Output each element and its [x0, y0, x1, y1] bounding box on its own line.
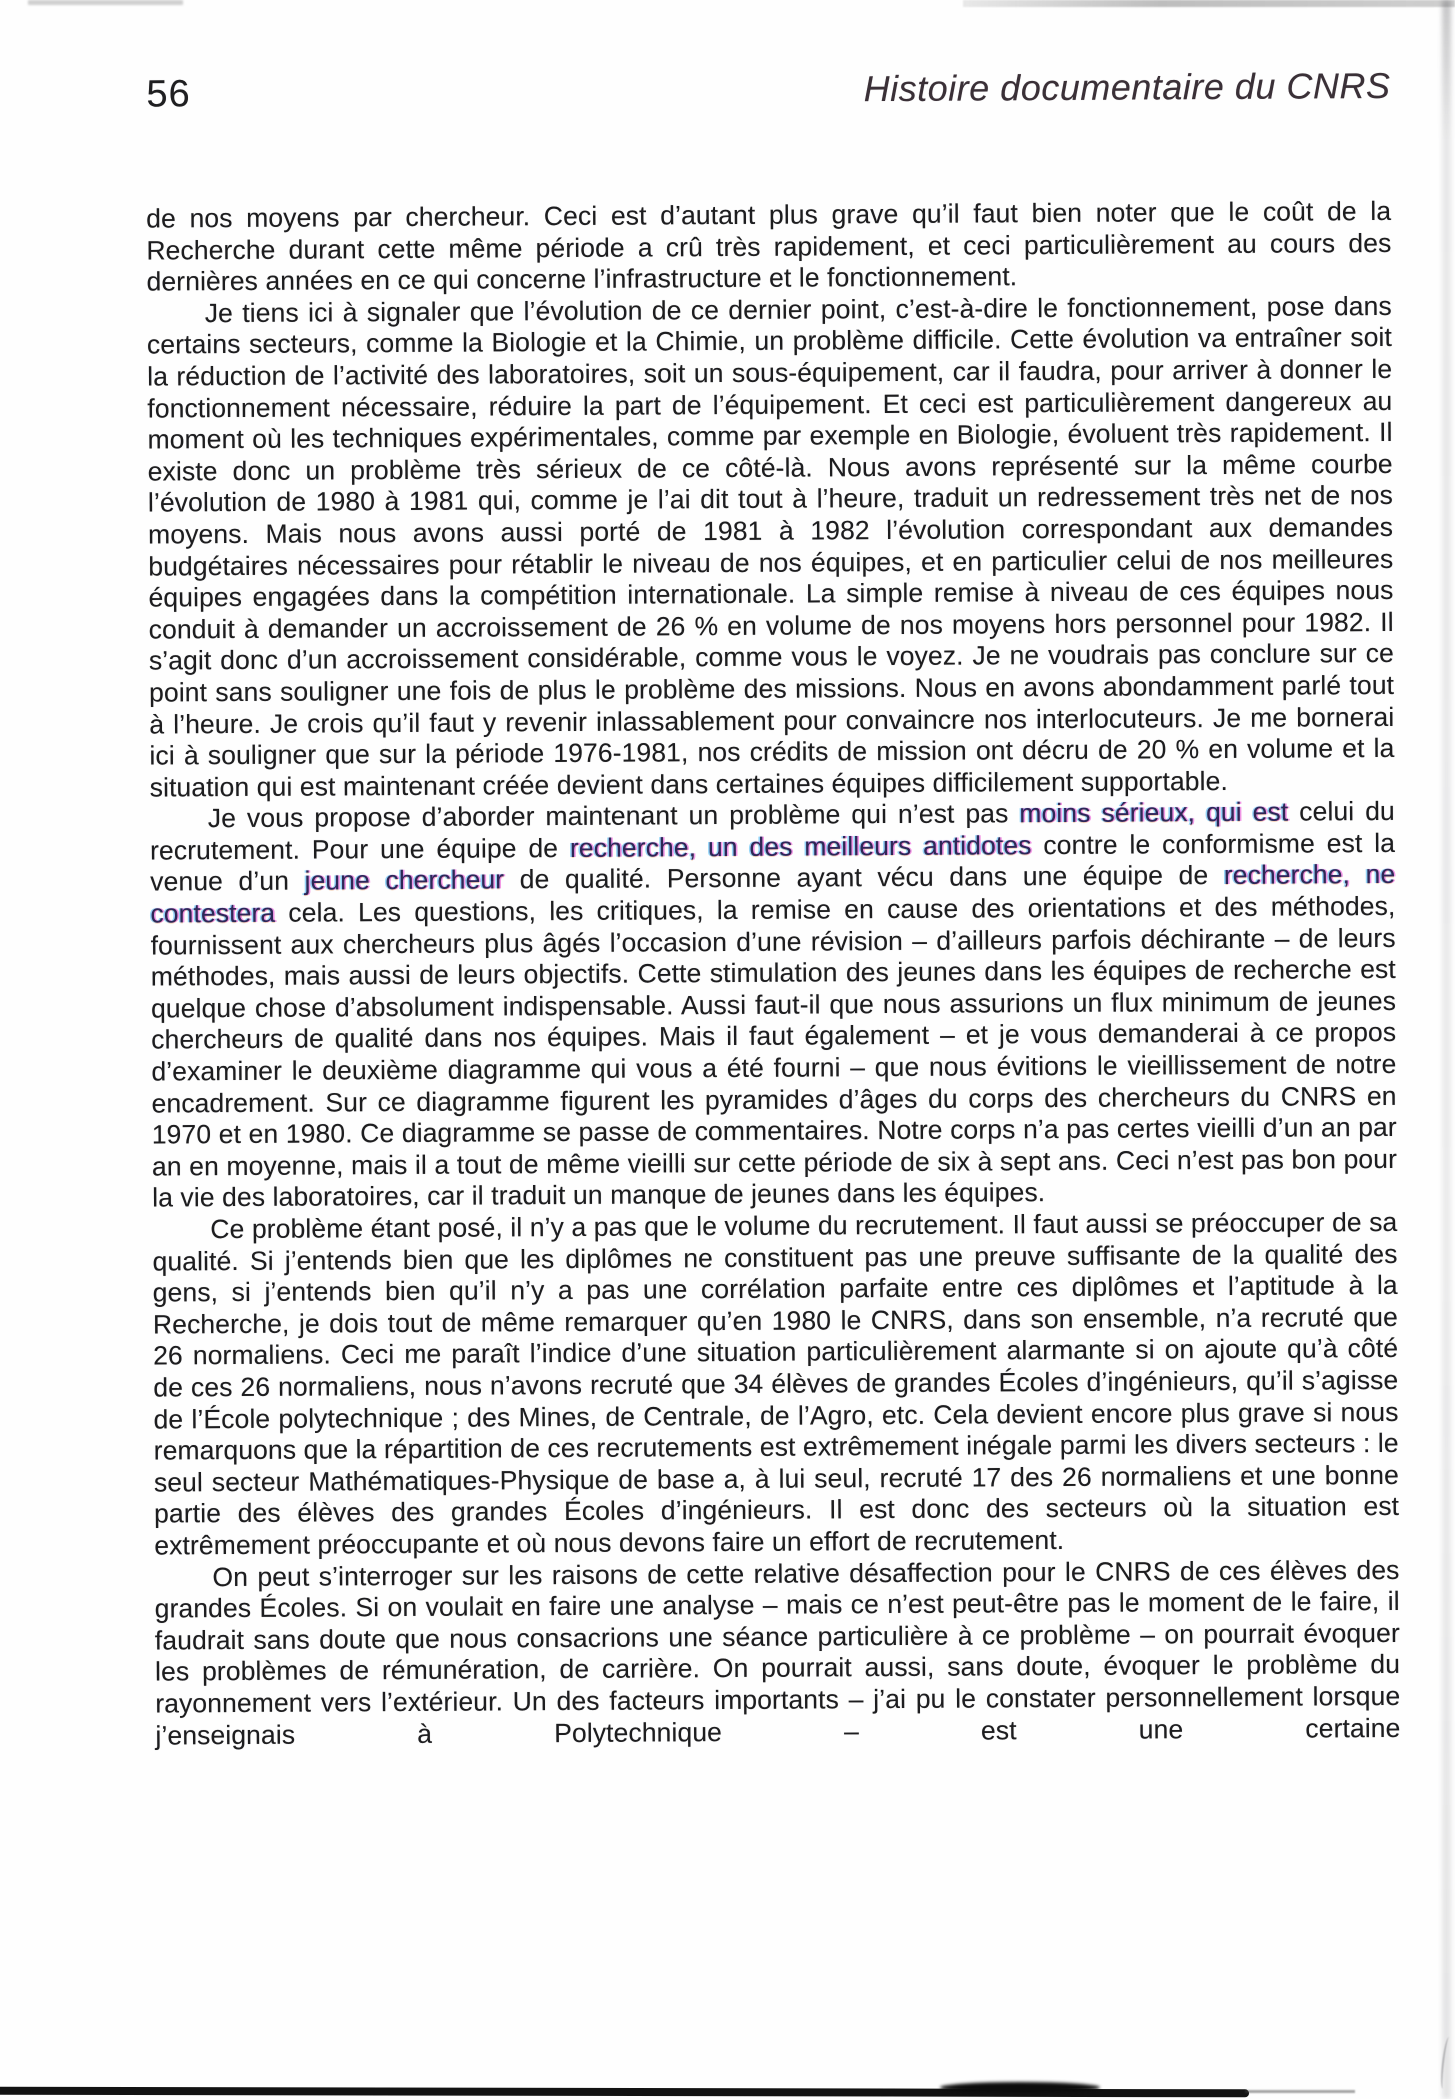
text-segment: Je vous propose d’aborder maintenant un problème qui n’est pas [207, 798, 1020, 834]
text-segment: Ce problème étant posé, il n’y a pas que le volume du recrutement. Il faut aussi se préoccuper de sa qualité. Si j’entends bien que les diplômes ne constituent pas une preuve suffisante de la qualité des gens, si j’entends bien qu’il n’y a pas une corrélation parfaite entre ces diplômes et l’aptitude à la Recherche, je dois tout de même remarquer qu’en 1980 le CNRS, dans son ensemble, n’a recruté que 26 normaliens. Ceci me paraît l’indice d’une situation particulièrement alarmante si on ajoute qu’à côté de ces 26 normaliens, nous n’avons recruté que 34 élèves de grandes Écoles d’ingénieurs, qu’il s’agisse de l’École polytechnique ; des Mines, de Centrale, de l’Agro, etc. Cela devient encore plus grave si nous remarquons que la répartition de ces recrutements est extrêmement inégale parmi les divers secteurs : le seul secteur Mathématiques-Physique de base a, à lui seul, recruté 17 des 26 normaliens et une bonne partie des élèves des grandes Écoles d’ingénieurs. Il est donc des secteurs où la situation est extrêmement préoccupante et où nous devons faire un effort de recrutement. [152, 1206, 1400, 1561]
scan-edge-right-shadow [1442, 0, 1451, 2099]
paragraph-1 [146, 196, 1392, 298]
text-segment: de nos moyens par chercheur. Ceci est d’autant plus grave qu’il faut bien noter que le coût de la Recherche durant cette même période a crû très rapidement, et ceci particulièrement au cours des dernières années en ce qui concerne l’infrastructure et le fonctionnement. [146, 195, 1392, 297]
text-segment: de qualité. Personne ayant vécu dans une équipe de [504, 860, 1224, 895]
scan-edge-top-left [28, 0, 183, 5]
text-segment-color-fringed: moins sérieux, qui est [1019, 796, 1289, 829]
text-segment: On peut s’interroger sur les raisons de cette relative désaffection pour le CNRS de ces élèves des grandes Écoles. Si on voulait en faire une analyse – mais ce n’est peut-être pas le moment de le faire, il faudrait sans doute que nous consacrions une séance particulière à ce problème – on pourrait évoquer les problèmes de rémunération, de carrière. On pourrait aussi, sans doute, évoquer le problème du rayonnement vers l’extérieur. Un des facteurs importants – j’ai pu le constater personnellement lorsque j’enseignais à Polytechnique – est une certaine [154, 1554, 1401, 1751]
running-title: Histoire documentaire du CNRS [863, 64, 1391, 110]
paragraph-5 [154, 1554, 1400, 1751]
body-text [146, 196, 1400, 1752]
text-segment: Je tiens ici à signaler que l’évolution de ce dernier point, c’est-à-dire le fonctionnement, pose dans certains secteurs, comme la Biologie et la Chimie, un problème difficile. Cette évolution va entraîner soit la réduction de l’activité des laboratoires, soit un sous-équipement, car il faudra, pour arriver à donner le fonctionnement nécessaire, réduire la part de l’équipement. Et ceci est particulièrement dangereux au moment où les techniques expérimentales, comme par exemple en Biologie, évoluent très rapidement. Il existe donc un problème très sérieux de ce côté-là. Nous avons représenté sur la même courbe l’évolution de 1980 à 1981 qui, comme je l’ai dit tout à l’heure, traduit un redressement très net de nos moyens. Mais nous avons aussi porté de 1981 à 1982 l’évolution correspondant aux demandes budgétaires nécessaires pour rétablir le niveau de nos équipes, et en particulier celui de nos meilleures équipes engagées dans la compétition internationale. La simple remise à niveau de ces équipes nous conduit à demander un accroissement de 26 % en volume de nos moyens hors personnel pour 1982. Il s’agit donc d’un accroissement considérable, comme vous le voyez. Je ne voudrais pas conclure sur ce point sans souligner une fois de plus le problème des missions. Nous en avons abondamment parlé tout à l’heure. Je crois qu’il faut y revenir inlassablement pour convaincre nos interlocuteurs. Je me bornerai ici à souligner que sur la période 1976-1981, nos crédits de mission ont décru de 20 % en volume et la situation qui est maintenant créée devient dans certaines équipes difficilement supportable. [146, 290, 1395, 803]
scan-edge-top-right [963, 0, 1455, 7]
text-segment: contre le conformisme est la venue d’un [150, 827, 1396, 897]
paragraph-4 [152, 1207, 1399, 1562]
text-segment-color-fringed: recherche, un des meilleurs antidotes [569, 830, 1032, 863]
paragraph-2 [147, 291, 1395, 804]
scan-edge-bottom-blob [940, 2082, 1100, 2093]
page-number: 56 [146, 73, 191, 116]
text-segment: celui du recrutement. Pour une équipe de [149, 796, 1395, 866]
scan-edge-bottom-thin [1245, 2090, 1355, 2093]
text-segment-color-fringed: recherche, ne contestera [150, 859, 1396, 929]
paragraph-3 [150, 796, 1397, 1214]
text-segment-color-fringed: jeune chercheur [304, 864, 505, 897]
text-segment: cela. Les questions, les critiques, la remise en cause des orientations et des méthodes, fournissent aux chercheurs plus âgés l’occasion d’une révision – d’ailleurs parfois déchirante – de leurs méthodes, mais aussi de leurs objectifs. Cette stimulation des jeunes dans les équipes de recherche est quelque chose d’absolument indispensable. Aussi faut-il que nous assurions un flux minimum de jeunes chercheurs de qualité dans nos équipes. Mais il faut également – et je vous demanderai à ce propos d’examiner le deuxième diagramme qui vous a été fourni – que nous évitions le vieillissement de notre encadrement. Sur ce diagramme figurent les pyramides d’âges du corps des chercheurs du CNRS en 1970 et en 1980. Ce diagramme se passe de commentaires. Notre corps n’a pas certes vieilli d’un an par an en moyenne, mais il a tout de même vieilli sur cette période de six à sept ans. Ceci n’est pas bon pour la vie des laboratoires, car il traduit un manque de jeunes dans les équipes. [150, 890, 1398, 1213]
